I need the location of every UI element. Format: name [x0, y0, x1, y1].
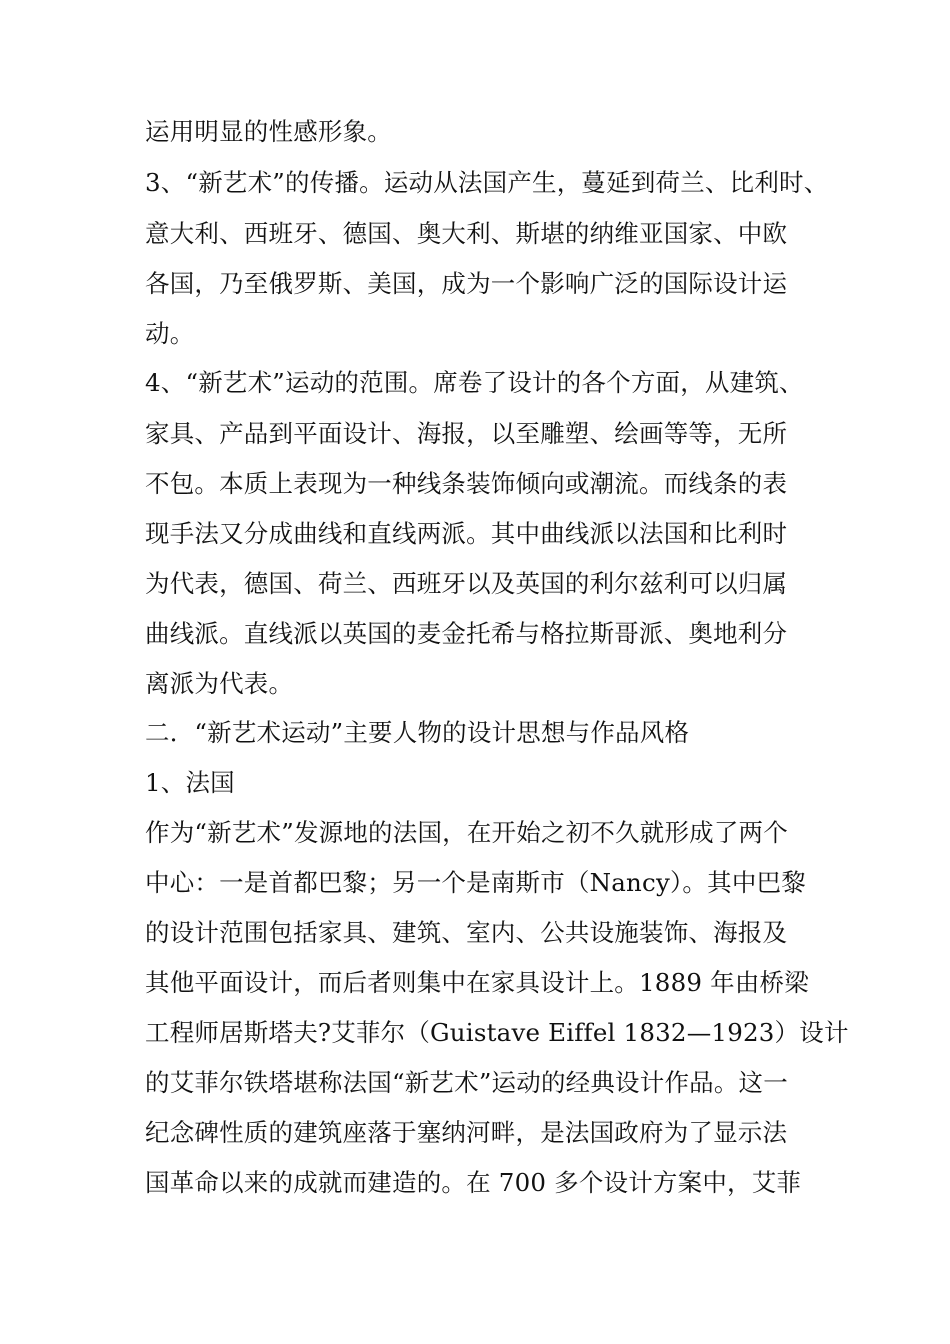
text-line: 各国，乃至俄罗斯、美国，成为一个影响广泛的国际设计运	[145, 269, 788, 298]
text-line: 动。	[145, 319, 195, 348]
text-line: 工程师居斯塔夫?艾菲尔（Guistave Eiffel 1832—1923）设计	[145, 1018, 849, 1047]
text-line: 国革命以来的成就而建造的。在 700 多个设计方案中，艾菲	[145, 1168, 802, 1197]
text-line: 为代表，德国、荷兰、西班牙以及英国的利尔兹利可以归属	[145, 569, 788, 598]
section-heading: 二．“新艺术运动”主要人物的设计思想与作品风格	[145, 718, 690, 747]
text-line: 的艾菲尔铁塔堪称法国“新艺术”运动的经典设计作品。这一	[145, 1068, 788, 1097]
text-line: 家具、产品到平面设计、海报，以至雕塑、绘画等等，无所	[145, 419, 788, 448]
text-line: 意大利、西班牙、德国、奥大利、斯堪的纳维亚国家、中欧	[145, 219, 788, 248]
text-line: 3、“新艺术”的传播。运动从法国产生，蔓延到荷兰、比利时、	[145, 168, 829, 197]
text-line: 其他平面设计，而后者则集中在家具设计上。1889 年由桥梁	[145, 968, 809, 997]
text-line: 运用明显的性感形象。	[145, 117, 392, 146]
text-line: 作为“新艺术”发源地的法国，在开始之初不久就形成了两个	[145, 818, 788, 847]
subsection-heading: 1、法国	[145, 768, 235, 797]
text-line: 现手法又分成曲线和直线两派。其中曲线派以法国和比利时	[145, 519, 788, 548]
text-line: 离派为代表。	[145, 669, 294, 698]
text-line: 曲线派。直线派以英国的麦金托希与格拉斯哥派、奥地利分	[145, 619, 788, 648]
text-line: 不包。本质上表现为一种线条装饰倾向或潮流。而线条的表	[145, 469, 788, 498]
text-line: 纪念碑性质的建筑座落于塞纳河畔，是法国政府为了显示法	[145, 1118, 788, 1147]
text-line: 4、“新艺术”运动的范围。席卷了设计的各个方面，从建筑、	[145, 368, 804, 397]
text-line: 中心：一是首都巴黎；另一个是南斯市（Nancy）。其中巴黎	[145, 868, 806, 897]
text-line: 的设计范围包括家具、建筑、室内、公共设施装饰、海报及	[145, 918, 788, 947]
